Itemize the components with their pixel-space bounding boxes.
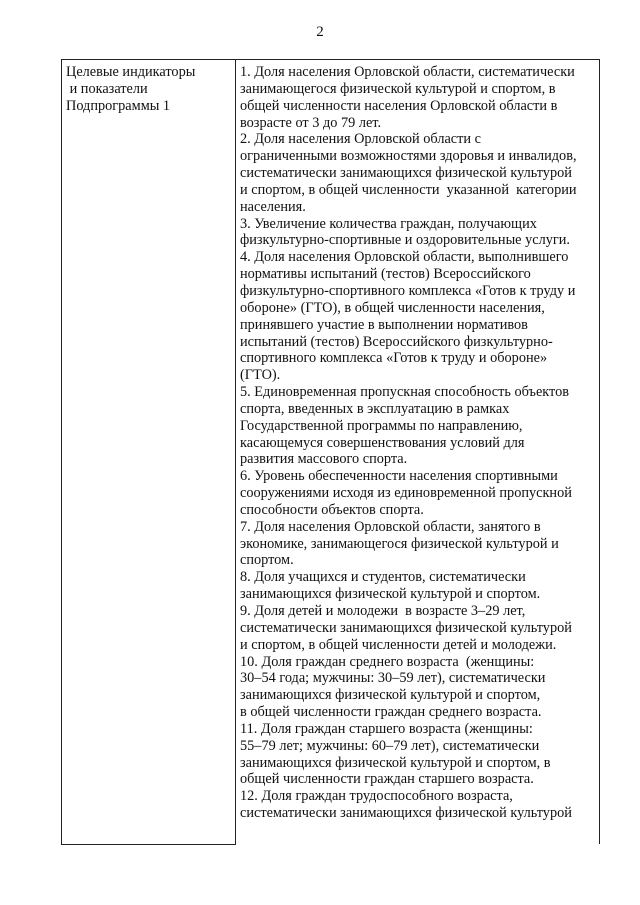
indicator-line: обороне» (ГТО), в общей численности населения, [240,299,545,316]
indicator-line: и спортом, в общей численности указанной категории [240,181,577,198]
indicator-line: занимающихся физической культурой и спортом, [240,687,541,704]
indicator-line: 12. Доля граждан трудоспособного возраста, [240,788,513,805]
indicator-line: (ГТО). [240,367,281,384]
indicator-line: 9. Доля детей и молодежи в возрасте 3–29 лет, [240,603,526,619]
indicator-line: общей численности граждан старшего возраста. [240,771,534,788]
indicator-line: 10. Доля граждан среднего возраста (женщины: [240,653,535,670]
indicator-line: 7. Доля населения Орловской области, занятого в [240,518,541,535]
indicator-line: 1. Доля населения Орловской области, систематически [240,64,575,80]
indicator-list [240,64,596,822]
indicator-line: занимающихся физической культурой и спортом. [240,586,541,603]
label-line: Подпрограммы 1 [66,97,171,114]
indicator-line: занимающегося физической культурой и спортом, в [240,80,556,97]
indicator-line: систематически занимающихся физической культурой [240,619,572,636]
indicator-line: касающемуся совершенствования условий для [240,434,525,451]
indicator-line: 2. Доля населения Орловской области с [240,131,481,148]
indicator-line: 30–54 года; мужчины: 30–59 лет), систематически [240,670,546,687]
label-line: и показатели [66,80,148,97]
indicator-line: в общей численности граждан среднего возраста. [240,704,542,721]
label-line: Целевые индикаторы [66,64,196,80]
indicator-line: ограниченными возможностями здоровья и инвалидов, [240,148,577,165]
indicators-cell [236,60,600,845]
indicator-line: занимающихся физической культурой и спортом, в [240,754,551,771]
indicator-line: общей численности населения Орловской области в [240,97,558,114]
indicator-line: 4. Доля населения Орловской области, выполнившего [240,249,569,266]
page-number: 2 [316,24,324,40]
indicator-line: спортивного комплекса «Готов к труду и обороне» [240,350,548,367]
indicator-line: экономике, занимающегося физической культурой и [240,535,559,552]
indicator-line: систематически занимающихся физической культурой [240,165,572,182]
indicator-line: и спортом, в общей численности детей и молодежи. [240,636,557,653]
indicators-table [61,59,600,845]
indicator-line: 8. Доля учащихся и студентов, систематически [240,569,526,586]
indicator-line: 5. Единовременная пропускная способность объектов [240,384,570,401]
indicator-line: сооружениями исходя из единовременной пропускной [240,485,572,502]
indicator-line: физкультурно-спортивные и оздоровительные услуги. [240,232,570,249]
indicator-line: 55–79 лет; мужчины: 60–79 лет), систематически [240,737,540,754]
indicator-line: возрасте от 3 до 79 лет. [240,114,382,131]
indicator-line: населения. [240,198,306,215]
indicator-line: 3. Увеличение количества граждан, получающих [240,215,537,232]
indicator-line: спорта, введенных в эксплуатацию в рамках [240,400,510,417]
indicator-line: нормативы испытаний (тестов) Всероссийского [240,266,531,283]
indicator-line: испытаний (тестов) Всероссийского физкультурно- [240,333,553,350]
indicator-line: принявшего участие в выполнении нормативов [240,316,528,333]
indicator-line: систематически занимающихся физической культурой [240,805,572,822]
label-cell [62,60,236,845]
indicator-line: развития массового спорта. [240,451,408,468]
indicator-line: физкультурно-спортивного комплекса «Готов к труду и [240,282,576,299]
indicator-line: способности объектов спорта. [240,501,424,518]
indicator-line: спортом. [240,552,294,569]
indicator-line: 11. Доля граждан старшего возраста (женщины: [240,720,533,737]
table-row [62,60,600,845]
indicator-line: Государственной программы по направлению, [240,417,523,434]
indicator-line: 6. Уровень обеспеченности населения спортивными [240,468,558,485]
